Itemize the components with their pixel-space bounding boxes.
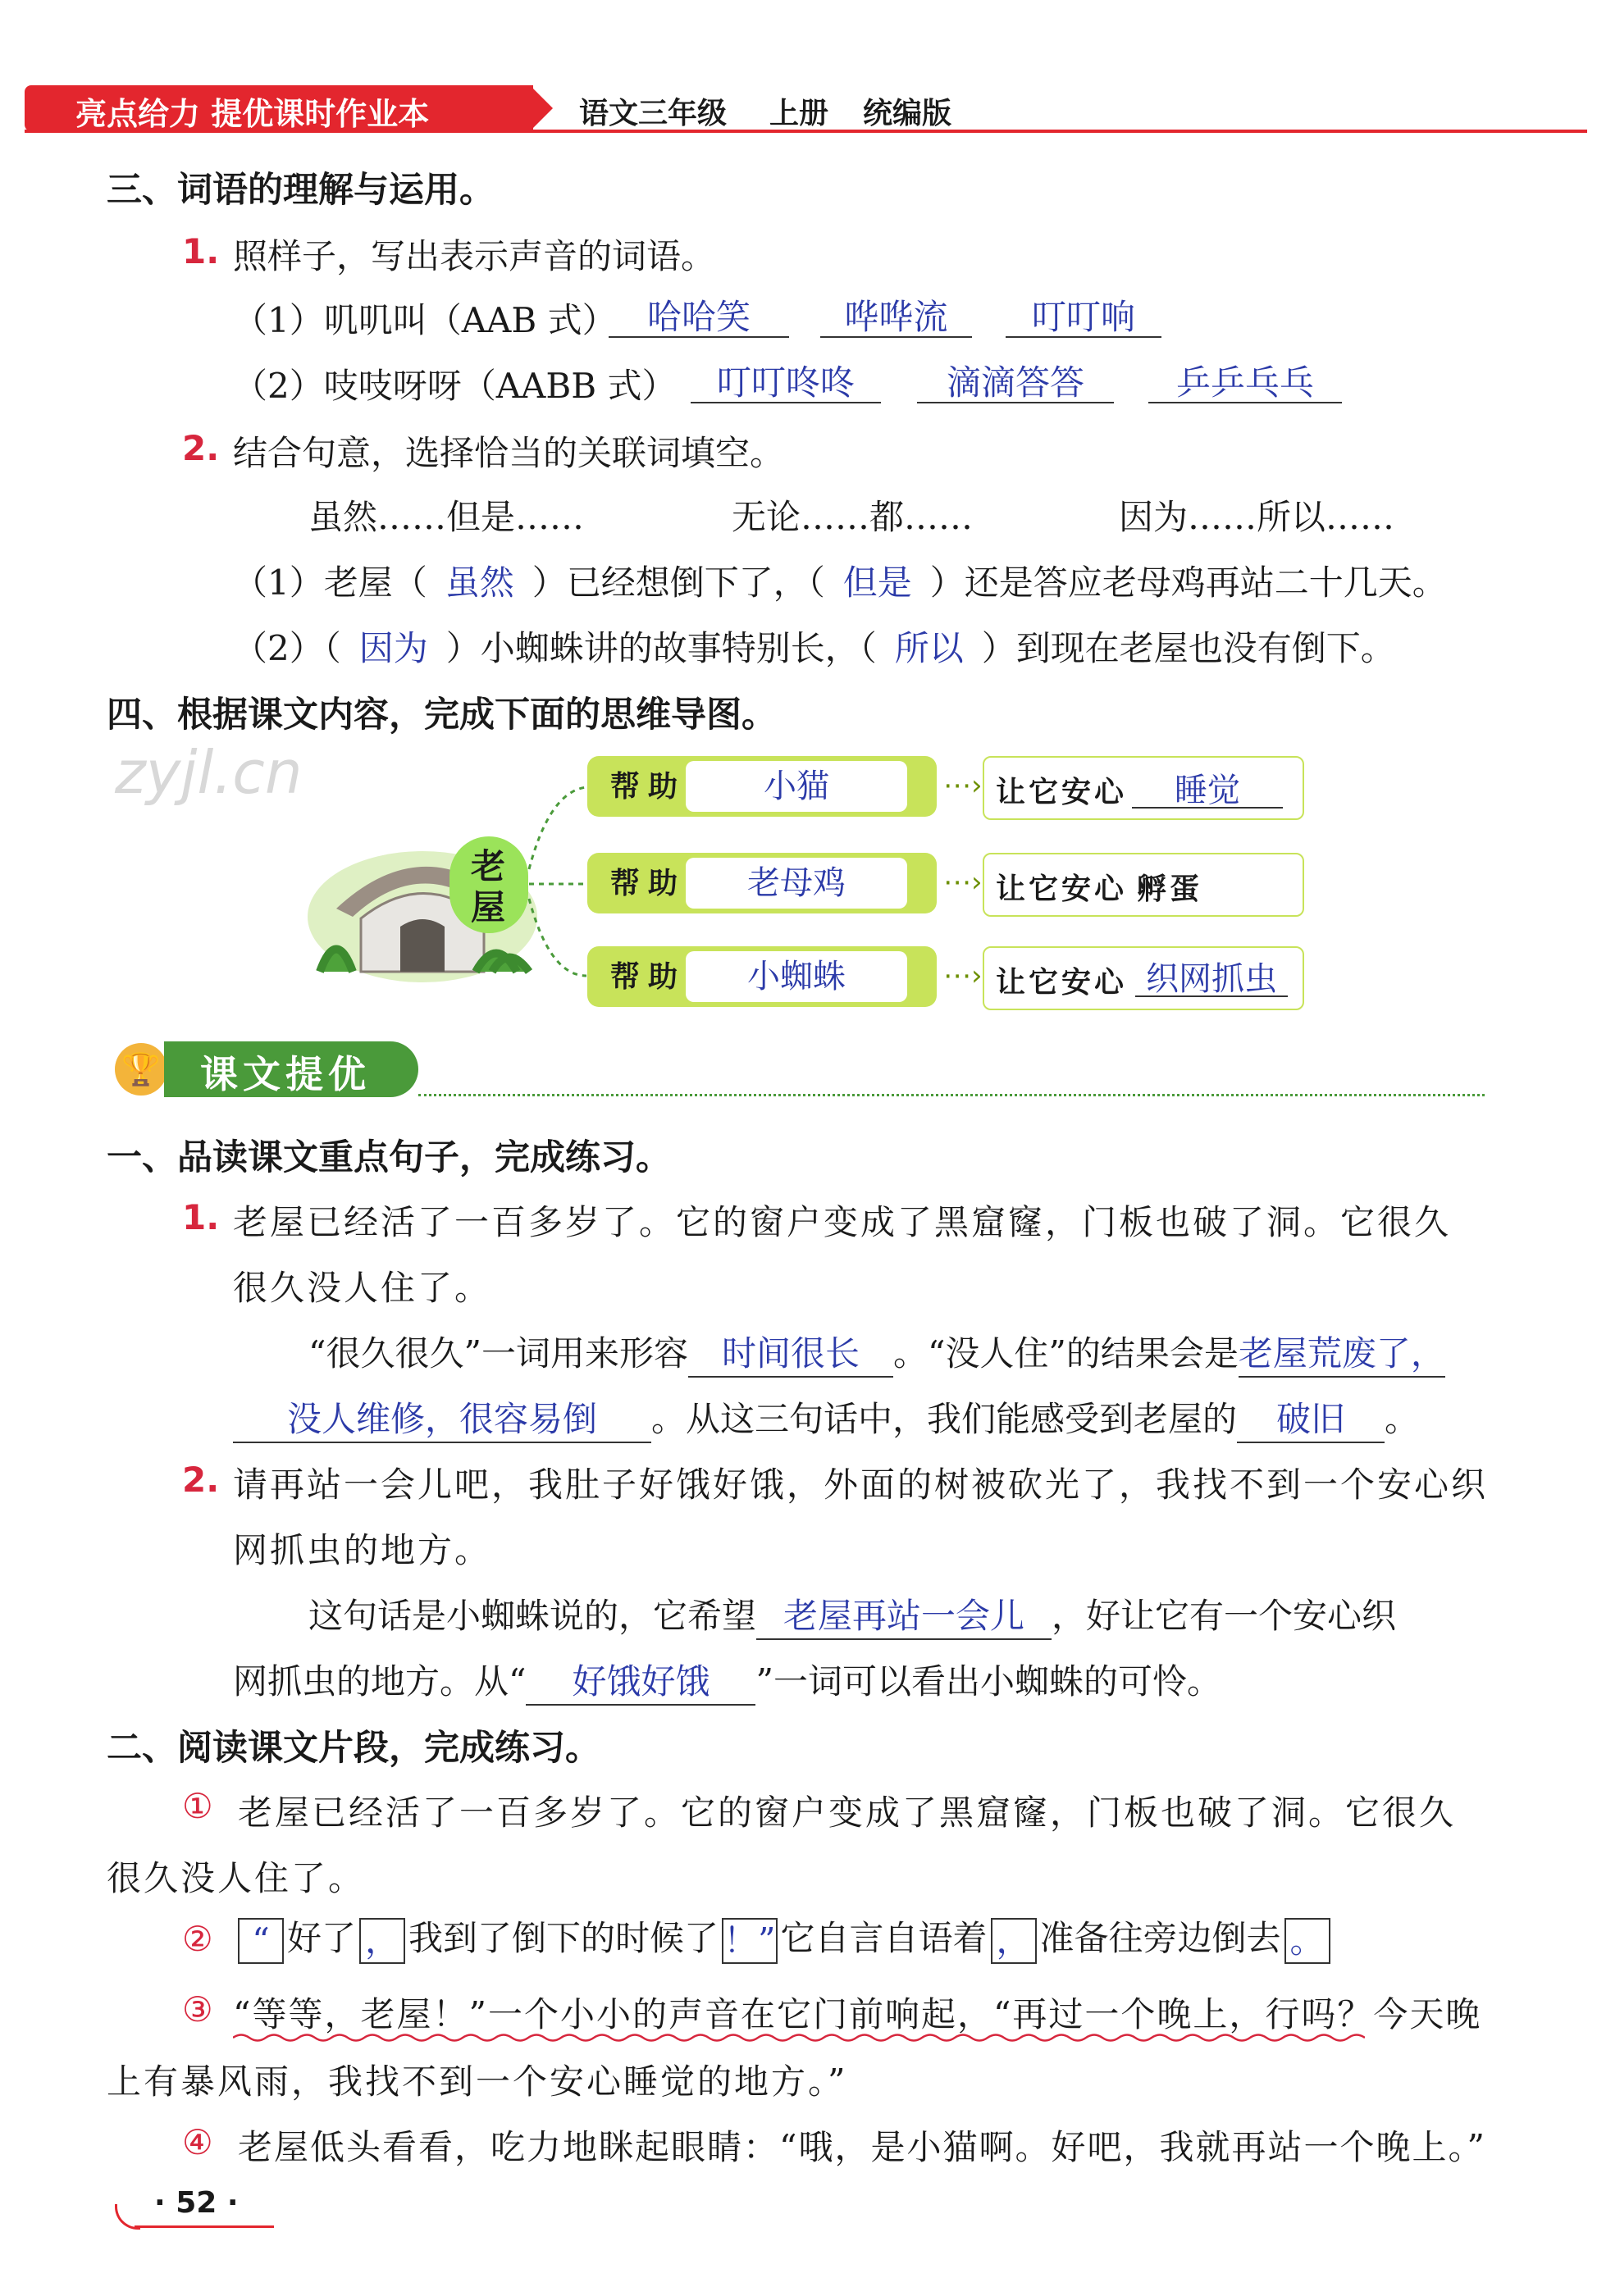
p1q2-a-l1-pre: 这句话是小蜘蛛说的，它希望 xyxy=(308,1596,757,1636)
p1q2-text-l2: 网抓虫的地方。 xyxy=(233,1530,492,1570)
q1-r2-ans1: 叮叮咚咚 xyxy=(691,356,881,403)
mindmap-row-3-answer: 织网抓虫 xyxy=(1135,953,1288,997)
p2-box-3[interactable]: ！” xyxy=(722,1918,777,1964)
mindmap-row-1-pill xyxy=(587,756,937,817)
p2-para1-num: ① xyxy=(182,1786,213,1826)
q2-s2-b: ）小蜘蛛讲的故事特别长，（ xyxy=(445,628,877,668)
arrow-2: ⋯› xyxy=(943,866,983,899)
p1q1-a-l2-ans2: 破旧 xyxy=(1237,1392,1385,1443)
q1-r1-ans2: 哗哗流 xyxy=(820,290,972,338)
q2-s1-ans2: 但是 xyxy=(842,563,912,603)
p1q1-a-l1-ans2: 老屋荒废了， xyxy=(1239,1327,1445,1378)
p1q2-a-l1 xyxy=(308,1589,1396,1640)
q1-r2-ans3: 乒乒乓乓 xyxy=(1148,356,1342,403)
q2-s2-a: （2）（ xyxy=(233,628,341,668)
p1q2-text-l1: 请再站一会儿吧，我肚子好饿好饿，外面的树被砍光了，我找不到一个安心织 xyxy=(233,1465,1489,1505)
connector-top xyxy=(529,787,586,869)
p2-para2-t1: 好了 xyxy=(287,1918,357,1958)
mindmap-row-2-pill xyxy=(587,853,937,913)
mindmap-row-2-help: 帮助 xyxy=(610,866,687,900)
p2-para2 xyxy=(235,1914,1334,1964)
p1q1-a-l1-pre: “很久很久”一词用来形容 xyxy=(308,1333,688,1374)
p1q1-num: 1. xyxy=(182,1197,220,1237)
p2-para3-num: ③ xyxy=(182,1989,213,2029)
mindmap-row-3-prefix: 让它安心 xyxy=(996,965,1128,1000)
p2-box-4[interactable]: ， xyxy=(991,1918,1037,1964)
p1q1-a-l2 xyxy=(233,1392,1419,1443)
q2-s1-a: （1）老屋（ xyxy=(233,563,427,603)
q2-num: 2. xyxy=(182,428,220,468)
q2-s2-ans2: 所以 xyxy=(894,628,964,668)
q2-s1-ans1: 虽然 xyxy=(445,563,514,603)
p2-para2-t3: 它自言自语着 xyxy=(780,1918,988,1958)
p2-para2-num: ② xyxy=(182,1919,213,1959)
p2-para1-l1: 老屋已经活了一百多岁了。它的窗户变成了黑窟窿，门板也破了洞。它很久 xyxy=(238,1793,1457,1833)
p2-para3-wavy-underline xyxy=(233,2032,1365,2043)
q2-s1 xyxy=(233,556,1447,605)
q2-s2-c: ）到现在老屋也没有倒下。 xyxy=(981,628,1395,668)
p2-box-1[interactable]: “ xyxy=(238,1918,284,1964)
section3-title: 三、词语的理解与运用。 xyxy=(107,170,495,211)
p2-para1-l2: 很久没人住了。 xyxy=(107,1858,366,1898)
q2-option-3: 因为……所以…… xyxy=(1119,497,1395,537)
q2-s2-ans1: 因为 xyxy=(358,628,428,668)
connector-bottom xyxy=(529,899,586,976)
mindmap-row-1-help: 帮助 xyxy=(610,769,687,804)
section4-title: 四、根据课文内容，完成下面的思维导图。 xyxy=(107,695,777,736)
q2-option-1: 虽然……但是…… xyxy=(308,497,585,537)
p1q1-text-l2: 很久没人住了。 xyxy=(233,1268,492,1308)
wavy-line xyxy=(233,2035,1365,2041)
p1q2-a-l2-end: ”一词可以看出小蜘蛛的可怜。 xyxy=(755,1661,1221,1702)
p1q2-a-l2 xyxy=(233,1655,1221,1706)
p1q1-text-l1: 老屋已经活了一百多岁了。它的窗户变成了黑窟窿，门板也破了洞。它很久 xyxy=(233,1202,1452,1242)
p2-para2-t4: 准备往旁边倒去 xyxy=(1039,1918,1281,1958)
p1q2-a-l1-end: ，好让它有一个安心织 xyxy=(1052,1596,1397,1636)
p1q2-num: 2. xyxy=(182,1460,220,1500)
q1-r2-ans2: 滴滴答答 xyxy=(917,356,1114,403)
mindmap-row-1-prefix: 让它安心 xyxy=(996,775,1128,809)
q1-r1-label: （1）叽叽叫（AAB 式） xyxy=(233,300,617,340)
q2-stem: 结合句意，选择恰当的关联词填空。 xyxy=(233,433,785,473)
p1q1-a-l1-mid: 。“没人住”的结果会是 xyxy=(892,1333,1239,1374)
mindmap-row-3-pill xyxy=(587,946,937,1007)
q1-num: 1. xyxy=(182,231,220,271)
center-char-2: 屋 xyxy=(471,887,506,927)
header-brand: 亮点给力 提优课时作业本 xyxy=(75,96,430,132)
q1-r1-ans3: 叮叮响 xyxy=(1006,290,1161,338)
arrow-3: ⋯› xyxy=(943,959,983,992)
banner-trophy-icon: 🏆 xyxy=(115,1043,167,1096)
house-door xyxy=(400,919,445,972)
mindmap-row-2-who: 老母鸡 xyxy=(686,858,907,909)
p1q1-a-l2-end: 。 xyxy=(1385,1399,1420,1439)
p1q1-a-l1-ans1: 时间很长 xyxy=(688,1327,893,1378)
q2-s1-c: ）还是答应老母鸡再站二十几天。 xyxy=(929,563,1447,603)
p1q2-a-l1-ans: 老屋再站一会儿 xyxy=(756,1589,1052,1640)
mindmap-row-1-answer: 睡觉 xyxy=(1132,764,1283,809)
p2-para4-num: ④ xyxy=(182,2122,213,2162)
q2-s1-b: ）已经想倒下了，（ xyxy=(532,563,825,603)
p1q1-a-l2-mid: 。从这三句话中，我们能感受到老屋的 xyxy=(651,1399,1238,1439)
p2-para4-l1: 老屋低头看看，吃力地眯起眼睛：“哦，是小猫啊。好吧，我就再站一个晚上。” xyxy=(238,2127,1486,2167)
p1q2-a-l2-pre: 网抓虫的地方。从“ xyxy=(233,1661,527,1702)
mindmap-row-3-result xyxy=(983,946,1304,1010)
arrow-1: ⋯› xyxy=(943,769,983,802)
p2-para3-l2: 上有暴风雨，我找不到一个安心睡觉的地方。” xyxy=(107,2061,848,2102)
q2-s2 xyxy=(233,622,1395,671)
p2-para3-l1: “等等，老屋！”一个小小的声音在它门前响起，“再过一个晚上，行吗？今天晚 xyxy=(233,1994,1482,2034)
footer-line xyxy=(135,2225,274,2228)
p1q1-a-l2-ans: 没人维修，很容易倒 xyxy=(233,1392,651,1443)
banner-title: 课文提优 xyxy=(200,1052,371,1096)
mindmap-row-3-help: 帮助 xyxy=(610,959,687,994)
mindmap-row-1-who: 小猫 xyxy=(686,761,907,812)
header-bar-tip xyxy=(530,85,553,131)
q2-option-2: 无论……都…… xyxy=(732,497,974,537)
part1-title: 一、品读课文重点句子，完成练习。 xyxy=(107,1137,671,1178)
p1q1-a-l1 xyxy=(308,1327,1445,1378)
center-char-1: 老 xyxy=(471,846,506,886)
header-grade: 语文三年级 xyxy=(579,97,728,130)
p2-box-5[interactable]: 。 xyxy=(1284,1918,1330,1964)
mindmap-row-2-answer: 孵蛋 xyxy=(1137,872,1203,906)
q1-r2-label: （2）吱吱呀呀（AABB 式） xyxy=(233,366,677,406)
banner-dotline xyxy=(418,1094,1485,1096)
p1q2-a-l2-ans: 好饿好饿 xyxy=(526,1655,755,1706)
mindmap-row-2-prefix: 让它安心 xyxy=(996,872,1128,906)
q1-r1-ans1: 哈哈笑 xyxy=(609,290,789,338)
mindmap-row-2-result xyxy=(983,853,1304,917)
mindmap-row-1-result xyxy=(983,756,1304,820)
page-number: · 52 · xyxy=(154,2186,239,2220)
header-edition: 统编版 xyxy=(863,97,952,130)
part2-title: 二、阅读课文片段，完成练习。 xyxy=(107,1728,600,1769)
p2-para2-t2: 我到了倒下的时候了 xyxy=(408,1918,719,1958)
p2-box-2[interactable]: ， xyxy=(359,1918,405,1964)
mindmap-row-3-who: 小蜘蛛 xyxy=(686,951,907,1002)
watermark: zyjl.cn xyxy=(115,738,303,807)
q1-stem: 照样子，写出表示声音的词语。 xyxy=(233,236,716,276)
header-volume: 上册 xyxy=(769,97,829,130)
